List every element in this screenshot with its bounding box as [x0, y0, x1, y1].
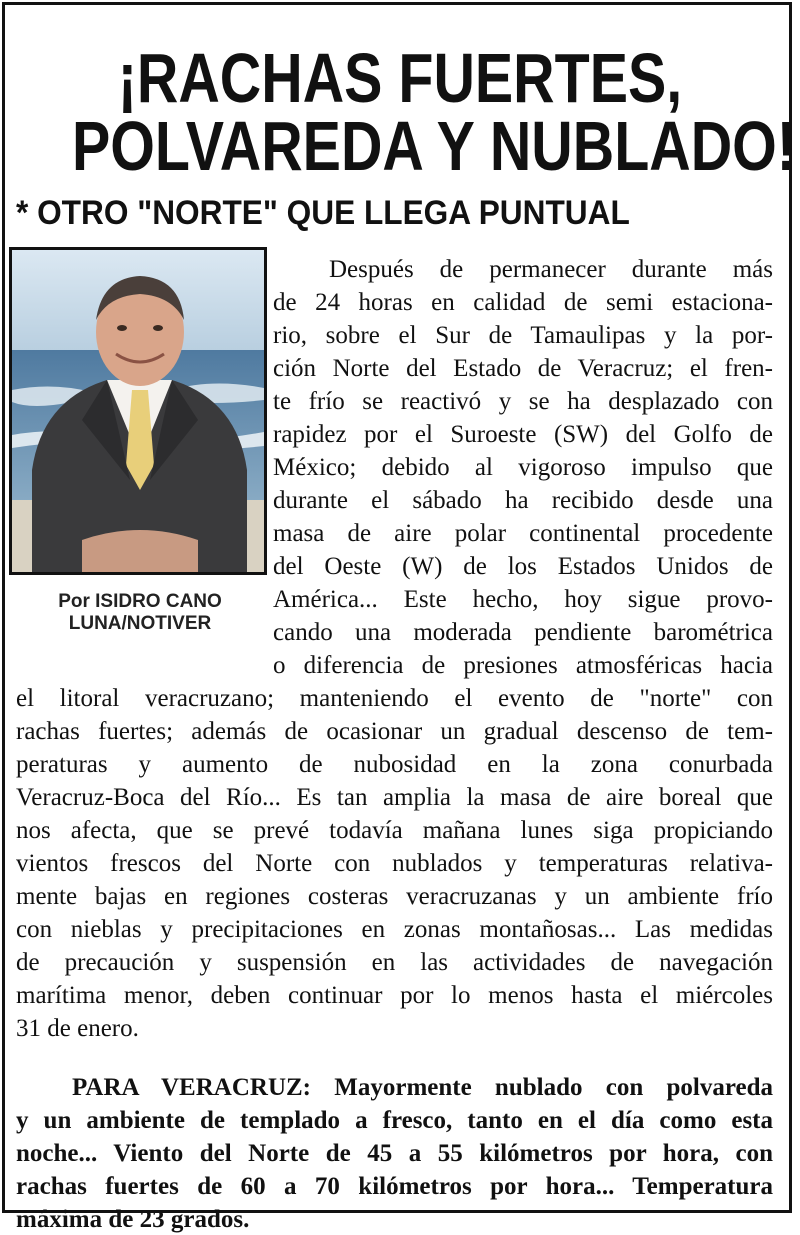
body-line: 31 de enero. — [16, 1015, 139, 1042]
body-line: marítima menor, deben continuar por lo menos hasta el miércoles — [16, 982, 773, 1009]
subheadline: * OTRO "NORTE" QUE LLEGA PUNTUAL — [16, 194, 630, 232]
headline-line-2: POLVAREDA Y NUBLADO! — [72, 107, 796, 185]
byline-line-2: LUNA/NOTIVER — [68, 613, 212, 634]
body-line: rio, sobre el Sur de Tamaulipas y la por- — [273, 322, 773, 349]
body-line: de 24 horas en calidad de semi estaciona- — [273, 289, 773, 316]
headline-line-1: ¡RACHAS FUERTES, — [117, 39, 683, 117]
body-line: peraturas y aumento de nubosidad en la zona conurbada — [16, 751, 773, 778]
body-line: o diferencia de presiones atmosféricas hacia — [273, 652, 773, 679]
body-line: el litoral veracruzano; manteniendo el evento de "norte" con — [16, 685, 773, 712]
forecast-line: PARA VERACRUZ: Mayormente nublado con polvareda — [72, 1074, 773, 1101]
forecast-line: y un ambiente de templado a fresco, tanto en el día como esta — [16, 1107, 773, 1134]
body-line: nos afecta, que se prevé todavía mañana lunes siga propiciando — [16, 817, 773, 844]
body-line: rachas fuertes; además de ocasionar un gradual descenso de tem- — [16, 718, 773, 745]
body-line: durante el sábado ha recibido desde una — [273, 487, 773, 514]
body-line: mente bajas en regiones costeras veracruzanas y un ambiente frío — [16, 883, 773, 910]
forecast-line: noche... Viento del Norte de 45 a 55 kilómetros por hora, con — [16, 1140, 773, 1167]
body-line: América... Este hecho, hoy sigue provo- — [273, 586, 773, 613]
body-line: México; debido al vigoroso impulso que — [273, 454, 773, 481]
author-photo — [9, 247, 267, 575]
author-portrait-image — [12, 250, 264, 572]
body-line: de precaución y suspensión en las actividades de navegación — [16, 949, 773, 976]
body-line: del Oeste (W) de los Estados Unidos de — [273, 553, 773, 580]
byline-line-1: Por ISIDRO CANO — [58, 591, 222, 612]
body-line: Después de permanecer durante más — [329, 256, 773, 283]
body-line: vientos frescos del Norte con nublados y temperaturas relativa- — [16, 850, 773, 877]
author-byline — [14, 591, 266, 635]
forecast-line: máxima de 23 grados. — [16, 1206, 250, 1233]
body-line: Veracruz-Boca del Río... Es tan amplia la masa de aire boreal que — [16, 784, 773, 811]
body-line: ción Norte del Estado de Veracruz; el fren- — [273, 355, 773, 382]
body-line: rapidez por el Suroeste (SW) del Golfo de — [273, 421, 773, 448]
body-line: con nieblas y precipitaciones en zonas montañosas... Las medidas — [16, 916, 773, 943]
body-line: masa de aire polar continental procedente — [273, 520, 773, 547]
body-line: te frío se reactivó y se ha desplazado con — [273, 388, 773, 415]
body-line: cando una moderada pendiente barométrica — [273, 619, 773, 646]
forecast-line: rachas fuertes de 60 a 70 kilómetros por hora... Temperatura — [16, 1173, 773, 1200]
